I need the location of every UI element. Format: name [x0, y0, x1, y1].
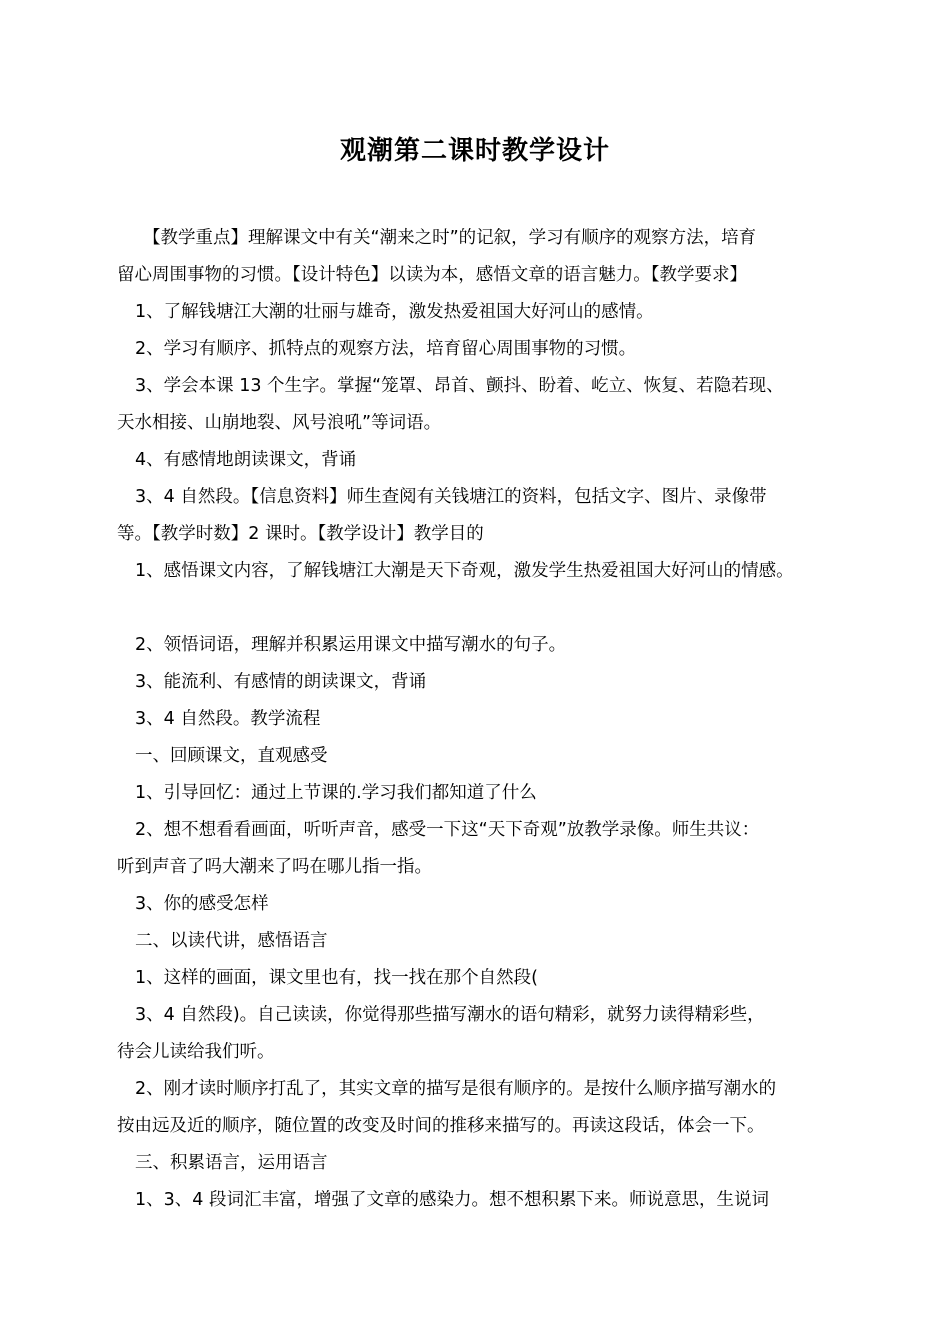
section-heading: 二、以读代讲，感悟语言 — [135, 931, 328, 951]
paragraph-line: 3、你的感受怎样 — [135, 894, 269, 914]
section-heading: 三、积累语言，运用语言 — [135, 1153, 328, 1173]
paragraph-line: 2、想不想看看画面，听听声音，感受一下这“天下奇观”放教学录像。师生共议： — [135, 820, 760, 840]
paragraph-line: 4、有感情地朗读课文，背诵 — [135, 450, 357, 470]
paragraph-line: 2、刚才读时顺序打乱了，其实文章的描写是很有顺序的。是按什么顺序描写潮水的 — [135, 1079, 777, 1099]
paragraph-line: 1、3、4 段词汇丰富，增强了文章的感染力。想不想积累下来。师说意思，生说词 — [135, 1190, 769, 1210]
paragraph-line: 按由远及近的顺序，随位置的改变及时间的推移来描写的。再读这段话，体会一下。 — [117, 1116, 765, 1136]
paragraph-line: 1、感悟课文内容，了解钱塘江大潮是天下奇观，激发学生热爱祖国大好河山的情感。 — [135, 561, 794, 581]
paragraph-line: 天水相接、山崩地裂、风号浪吼”等词语。 — [117, 413, 442, 433]
paragraph-line: 3、4 自然段)。自己读读，你觉得那些描写潮水的语句精彩，就努力读得精彩些， — [135, 1005, 765, 1025]
paragraph-line: 等。【教学时数】2 课时。【教学设计】教学目的 — [117, 524, 484, 544]
blank-line — [117, 590, 837, 627]
section-heading: 一、回顾课文，直观感受 — [135, 746, 328, 766]
paragraph-line: 3、4 自然段。【信息资料】师生查阅有关钱塘江的资料，包括文字、图片、录像带 — [135, 487, 767, 507]
paragraph-line: 2、学习有顺序、抓特点的观察方法，培育留心周围事物的习惯。 — [135, 339, 637, 359]
paragraph-line: 【教学重点】理解课文中有关“潮来之时”的记叙，学习有顺序的观察方法，培育 — [143, 228, 757, 248]
paragraph-line: 1、这样的画面，课文里也有，找一找在那个自然段( — [135, 968, 538, 988]
paragraph-line: 留心周围事物的习惯。【设计特色】以读为本，感悟文章的语言魅力。【教学要求】 — [117, 265, 747, 285]
paragraph-line: 待会儿读给我们听。 — [117, 1042, 275, 1062]
paragraph-line: 1、了解钱塘江大潮的壮丽与雄奇，激发热爱祖国大好河山的感情。 — [135, 302, 654, 322]
paragraph-line: 3、学会本课 13 个生字。掌握“笼罩、昂首、颤抖、盼着、屹立、恢复、若隐若现、 — [135, 376, 784, 396]
document-title: 观潮第二课时教学设计 — [339, 136, 610, 166]
document-body — [117, 220, 837, 1219]
paragraph-line: 3、4 自然段。教学流程 — [135, 709, 321, 729]
paragraph-line: 听到声音了吗大潮来了吗在哪儿指一指。 — [117, 857, 432, 877]
paragraph-line: 1、引导回忆：通过上节课的.学习我们都知道了什么 — [135, 783, 537, 803]
paragraph-line: 2、领悟词语，理解并积累运用课文中描写潮水的句子。 — [135, 635, 567, 655]
paragraph-line: 3、能流利、有感情的朗读课文，背诵 — [135, 672, 427, 692]
